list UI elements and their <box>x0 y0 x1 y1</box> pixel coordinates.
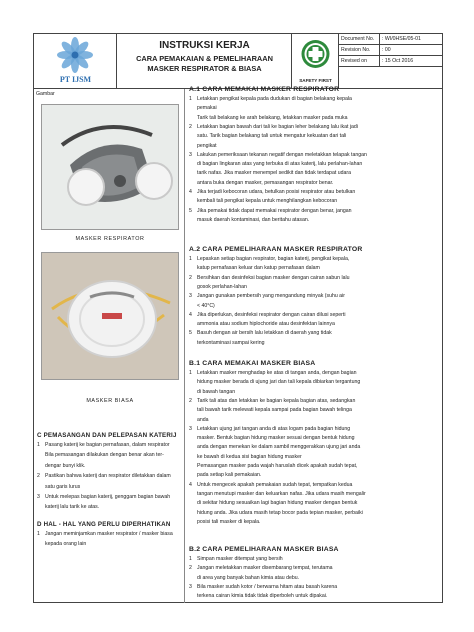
list-item <box>189 565 449 574</box>
list-item-number: 1 <box>189 256 192 262</box>
list-item-text: Lepaskan setiap bagian respirator, bagian katerij, pengikat kepala, <box>197 256 350 262</box>
list-item-text: pada setiap kali pemakaian. <box>197 472 262 479</box>
list-item-text: Tarik tali atas dan letakkan ke bagian kepala bagian atas, sedangkan <box>197 397 356 404</box>
list-item-number: 1 <box>189 556 192 562</box>
list-item <box>189 284 449 293</box>
list-item-text: Jangan meletakkan masker disembarang tempat, terutama <box>197 565 333 572</box>
list-item <box>189 115 449 124</box>
list-item <box>189 189 449 198</box>
section-heading: B.1 CARA MEMAKAI MASKER BIASA <box>189 360 316 367</box>
list-item-text: di bagian lingkaran atas yang terbuka di atas katerij, lalu perlahan-lahan <box>197 161 363 168</box>
list-item-number: 3 <box>37 494 40 500</box>
meta-revision-no <box>339 45 442 56</box>
list-item-text: posisi tali masker di kepala. <box>197 518 261 525</box>
list-item-text: Simpan masker ditempat yang bersih <box>197 556 283 562</box>
list-item-text: ammonia atau sodium hiplochoride atau desinfektan lainnya <box>197 321 335 328</box>
section-heading: B.2 CARA PEMELIHARAAN MASKER BIASA <box>189 546 339 553</box>
list-item-text: anda <box>197 416 209 423</box>
list-item-text: Pastikan bahwa katerij dan respirator diletakkan dalam <box>45 473 171 480</box>
list-item-number: 4 <box>189 481 192 488</box>
list-item <box>189 152 449 161</box>
company-name: PT IJSM <box>59 75 92 84</box>
meta-value: : WI/0HSE/05-01 <box>379 34 421 44</box>
list-item-text: di area yang banyak bahan kimia atau debu. <box>197 574 300 581</box>
list-item-text: hidung anda. Jika udara masih tetap bocor pada tepian masker, perbaiki <box>197 509 363 516</box>
list-item <box>189 491 449 500</box>
list-item <box>189 463 449 472</box>
list-item <box>189 312 449 321</box>
list-item-text: kembali tali pengikat kepala untuk menghilangkan kebocoran <box>197 198 338 205</box>
list-item <box>189 398 449 407</box>
list-item <box>189 472 449 481</box>
respirator-mask-illustration <box>42 105 179 230</box>
list-item <box>189 519 449 528</box>
document-title-cell <box>117 34 292 89</box>
list-item <box>189 435 449 444</box>
section-heading: A.2 CARA PEMELIHARAAN MASKER RESPIRATOR <box>189 246 363 253</box>
list-item <box>189 208 449 217</box>
list-item <box>189 180 449 189</box>
list-item-text: katerij lalu tarik ke atas. <box>45 504 100 511</box>
safety-cross-icon <box>292 37 339 77</box>
list-item-text: antara buka dengan masker, pemasangan respirator benar. <box>197 179 334 186</box>
safety-first-label: SAFETY FIRST <box>299 78 332 83</box>
list-item <box>189 593 449 602</box>
list-item <box>189 482 449 491</box>
list-item-text: anda dengan menekan ke dalam sambil menggerakkan ujung jari anda <box>197 444 361 451</box>
list-item-number: 1 <box>37 442 40 448</box>
list-item <box>189 389 449 398</box>
document-subtitle-1: CARA PEMAKAIAN & PEMELIHARAAN <box>136 54 273 63</box>
list-item <box>189 584 449 593</box>
list-item-number: 4 <box>189 189 192 195</box>
list-item <box>189 265 449 274</box>
list-item-text: satu. Tarik bagian belakang tali untuk mengatur kekuatan dari tali <box>197 133 347 140</box>
list-item-text: < 40°C) <box>197 302 215 309</box>
list-item-number: 5 <box>189 330 192 337</box>
dust-mask-illustration <box>42 253 179 380</box>
list-item-text: Bersihkan dan desinfeksi bagian masker dengan cairan sabun lalu <box>197 274 350 281</box>
dust-mask-image <box>41 252 179 380</box>
list-item <box>189 556 449 565</box>
list-item <box>189 340 449 349</box>
list-item <box>189 293 449 302</box>
respirator-mask-image <box>41 104 179 230</box>
section-c-heading: C PEMASANGAN DAN PELEPASAN KATERIJ <box>37 432 177 439</box>
meta-value: : 00 <box>379 45 391 55</box>
list-item-text: satu garis lurus <box>45 483 81 490</box>
list-item-number: 1 <box>189 370 192 376</box>
list-item <box>189 133 449 142</box>
list-item-number: 2 <box>189 397 192 404</box>
column-divider <box>184 89 185 603</box>
list-item-text: di bawah tangan <box>197 388 236 395</box>
list-item-text: Tarik tali belakang ke arah belakang, letakkan masker pada muka <box>197 114 348 121</box>
list-item <box>189 161 449 170</box>
list-item <box>189 105 449 114</box>
meta-value: : 15 Oct 2016 <box>379 56 413 66</box>
list-item-number: 2 <box>37 473 40 480</box>
list-item <box>189 303 449 312</box>
list-item-text: katup pernafasan keluar dan katup pernafasan dalam <box>197 265 320 272</box>
list-item-text: Untuk mengecek apakah pemakaian sudah tepat, tempatkan kedua <box>197 481 353 488</box>
list-item-text: Jika diperlukan, desinfeksi respirator dengan cairan dilusi seperti <box>197 311 346 318</box>
list-item <box>189 500 449 509</box>
respirator-caption: MASKER RESPIRATOR <box>75 236 145 242</box>
list-item-text: ke bawah di kedua sisi bagian hidung masker <box>197 453 302 460</box>
list-item <box>189 510 449 519</box>
list-item-number: 5 <box>189 207 192 214</box>
list-item <box>189 275 449 284</box>
list-item <box>189 321 449 330</box>
list-item-text: tali bawah tarik melewati kepala sampai pada bagian bawah telinga <box>197 407 352 414</box>
meta-key: Revised on <box>341 58 367 64</box>
list-item-text: Bila pemasangan dilakukan dengan benar akan ter- <box>45 452 164 459</box>
meta-key: Revision No. <box>341 47 371 53</box>
list-item-text: Letakkan ujung jari tangan anda di atas logam pada bagian hidung <box>197 425 351 432</box>
list-item-number: 2 <box>189 274 192 281</box>
list-item-text: Letakkan pengikat kepala pada dudukan di bagian belakang kepala <box>197 96 352 102</box>
list-item <box>37 531 297 541</box>
meta-document-no <box>339 34 442 45</box>
list-item-text: Pemasangan masker pada wajah haruslah dicek apakah sudah tepat, <box>197 463 358 469</box>
section-heading: A.1 CARA MEMAKAI MASKER RESPIRATOR <box>189 86 340 93</box>
list-item <box>189 575 449 584</box>
list-item-text: pengikat <box>197 142 217 149</box>
list-item-text: Lakukan pemeriksaan tekanan negatif dengan meletakkan telapak tangan <box>197 151 367 158</box>
gambar-label: Gambar <box>36 91 55 97</box>
list-item-text: Basuh dengan air bersih lalu letakkan di daerah yang tidak <box>197 330 332 337</box>
list-item-text: hidung masker berada di ujung jari dan tali kepala dibiarkan tergantung <box>197 379 361 386</box>
list-item-text: kepada orang lain <box>45 541 87 548</box>
list-item-number: 3 <box>189 583 192 590</box>
list-item-text: Letakkan masker menghadap ke atas di tangan anda, dengan bagian <box>197 370 357 376</box>
list-item <box>189 444 449 453</box>
list-item-text: tarik nafas. Jika masker menempel sedikit dan tidak terdapat udara <box>197 170 351 177</box>
safety-first-cell <box>292 34 339 89</box>
list-item-number: 2 <box>189 123 192 130</box>
list-item-text: tangan menutupi masker dan keluarkan nafas. Jika udara masih mengalir <box>197 490 366 497</box>
list-item-text: Jika pemakai tidak dapat memakai respirator dengan benar, jangan <box>197 207 352 214</box>
list-item-number: 3 <box>189 293 192 300</box>
list-item <box>189 217 449 226</box>
list-item-number: 4 <box>189 311 192 318</box>
list-item-text: Untuk melepas bagian katerij, genggam bagian bawah <box>45 494 171 500</box>
section-d-heading: D HAL - HAL YANG PERLU DIPERHATIKAN <box>37 521 171 528</box>
list-item-text: di sekitar hidung sesuaikan lagi bagian hidung masker dengan bentuk <box>197 500 358 507</box>
document-header <box>34 34 442 89</box>
list-item-number: 2 <box>189 565 192 572</box>
list-item-number: 1 <box>189 96 192 102</box>
list-item <box>189 198 449 207</box>
list-item-number: 3 <box>189 151 192 158</box>
list-item-number: 1 <box>37 531 40 537</box>
list-item-text: Pasang katerij ke bagian pernafasan, dalam respirator <box>45 442 170 448</box>
document-meta <box>339 34 442 89</box>
list-item <box>189 379 449 388</box>
list-item <box>189 124 449 133</box>
list-item-text: Letakkan bagian bawah dari tali ke bagian leher belakang lalu ikat jadi <box>197 123 358 130</box>
document-title: INSTRUKSI KERJA <box>159 40 250 51</box>
list-item-text: gosok perlahan-lahan <box>197 283 247 290</box>
list-item <box>189 256 449 265</box>
list-item <box>189 330 449 339</box>
company-logo-icon <box>34 36 117 76</box>
list-item-text: Jangan gunakan pembersih yang mengandung minyak (suhu air <box>197 293 345 300</box>
document-subtitle-2: MASKER RESPIRATOR & BIASA <box>147 64 262 73</box>
list-item-text: masker. Bentuk bagian hidung masker sesuai dengan bentuk hidung <box>197 435 355 442</box>
list-item <box>189 407 449 416</box>
meta-key: Document No. <box>341 36 375 42</box>
list-item-number: 3 <box>189 425 192 432</box>
dust-mask-caption: MASKER BIASA <box>86 398 134 404</box>
list-item-text: masuk daerah kontaminasi, dan beritahu atasan. <box>197 216 310 223</box>
work-instruction-document <box>33 33 443 603</box>
list-item <box>189 454 449 463</box>
list-item <box>189 426 449 435</box>
list-item-text: dengar bunyi klik. <box>45 462 86 469</box>
list-item-text: terkena cairan kimia tidak tidak diperboleh untuk dipakai. <box>197 593 328 600</box>
list-item <box>189 417 449 426</box>
list-item <box>189 143 449 152</box>
list-item-text: Jika terjadi kebocoran udara, betulkan posisi respirator atau betulkan <box>197 189 356 195</box>
list-item-text: terkontaminasi sampai kering <box>197 339 265 346</box>
list-item <box>189 170 449 179</box>
meta-revised-on <box>339 56 442 67</box>
list-item <box>189 96 449 105</box>
list-item <box>189 370 449 379</box>
list-item-text: Jangan meminjamkan masker respirator / masker biasa <box>45 531 173 537</box>
list-item-text: pemakai <box>197 105 217 112</box>
list-item-text: Bila masker sudah kotor / berwarna hitam atau basah karena <box>197 583 338 590</box>
company-logo-cell <box>34 34 117 89</box>
